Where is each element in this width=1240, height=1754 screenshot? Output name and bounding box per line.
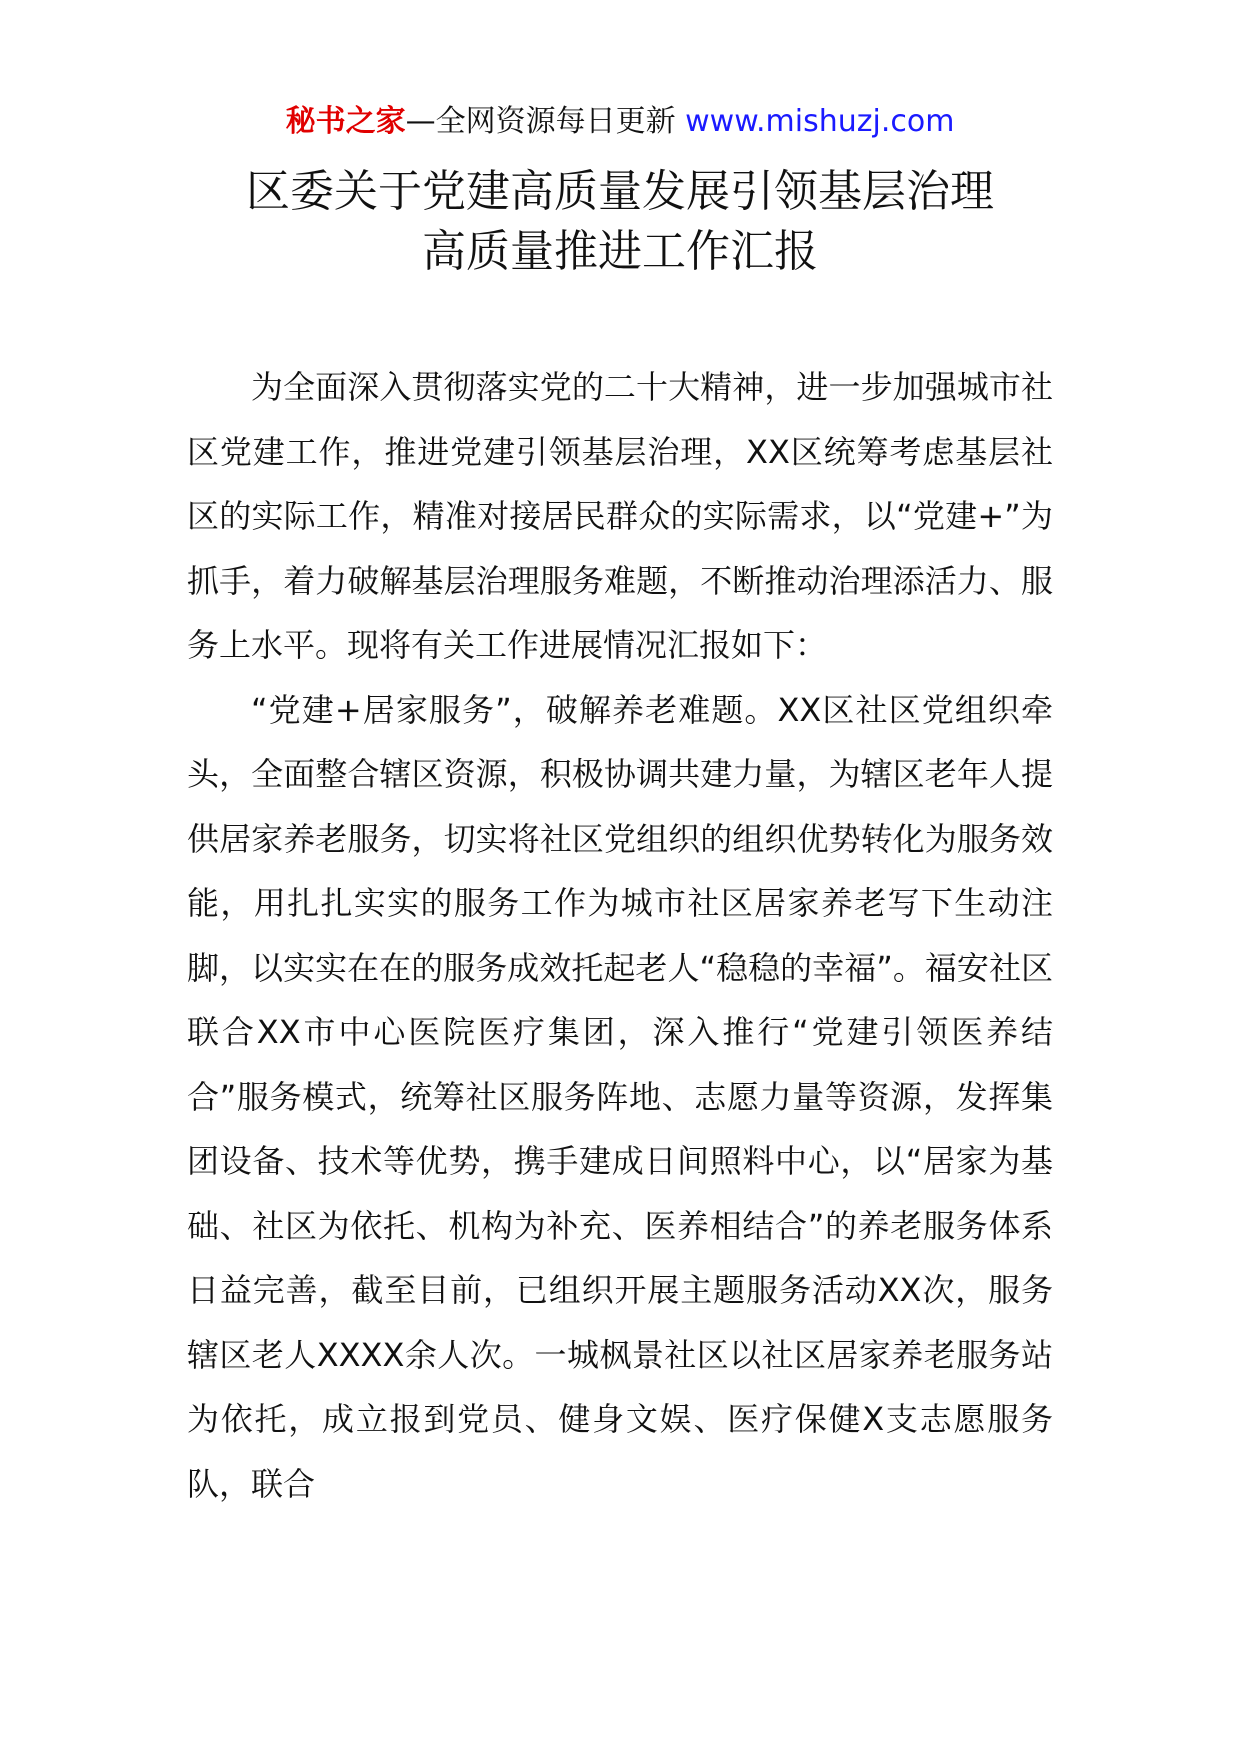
site-header	[0, 100, 1240, 144]
brand-name: 秘书之家	[285, 104, 406, 139]
document-title	[0, 162, 1240, 282]
title-line-1: 区委关于党建高质量发展引领基层治理	[246, 166, 994, 217]
paragraph-intro: 为全面深入贯彻落实党的二十大精神，进一步加强城市社区党建工作，推进党建引领基层治理，XX区统筹考虑基层社区的实际工作，精准对接居民群众的实际需求，以“党建+”为抓手，着力破解基层治理服务难题，不断推动治理添活力、服务上水平。现将有关工作进展情况汇报如下：	[187, 368, 1053, 664]
paragraph-home-service	[187, 678, 1053, 1517]
header-tagline: —全网资源每日更新	[405, 104, 686, 139]
site-url[interactable]: www.mishuzj.com	[685, 104, 955, 139]
title-line-2: 高质量推进工作汇报	[422, 226, 818, 277]
paragraph-home-service-text: XX区社区党组织牵头，全面整合辖区资源，积极协调共建力量，为辖区老年人提供居家养老服务，切实将社区党组织的组织优势转化为服务效能，用扎扎实实的服务工作为城市社区居家养老写下生动注脚，以实实在在的服务成效托起老人“稳稳的幸福”。福安社区联合XX市中心医院医疗集团，深入推行“党建引领医养结合”服务模式，统筹社区服务阵地、志愿力量等资源，发挥集团设备、技术等优势，携手建成日间照料中心，以“居家为基础、社区为依托、机构为补充、医养相结合”的养老服务体系日益完善，截至目前，已组织开展主题服务活动XX次，服务辖区老人XXXX余人次。一城枫景社区以社区居家养老服务站为依托，成立报到党员、健身文娱、医疗保健X支志愿服务队，联合	[187, 690, 1053, 1503]
document-body	[187, 355, 1053, 1516]
paragraph-lead-heading: “党建+居家服务”，破解养老难题。	[251, 690, 778, 729]
